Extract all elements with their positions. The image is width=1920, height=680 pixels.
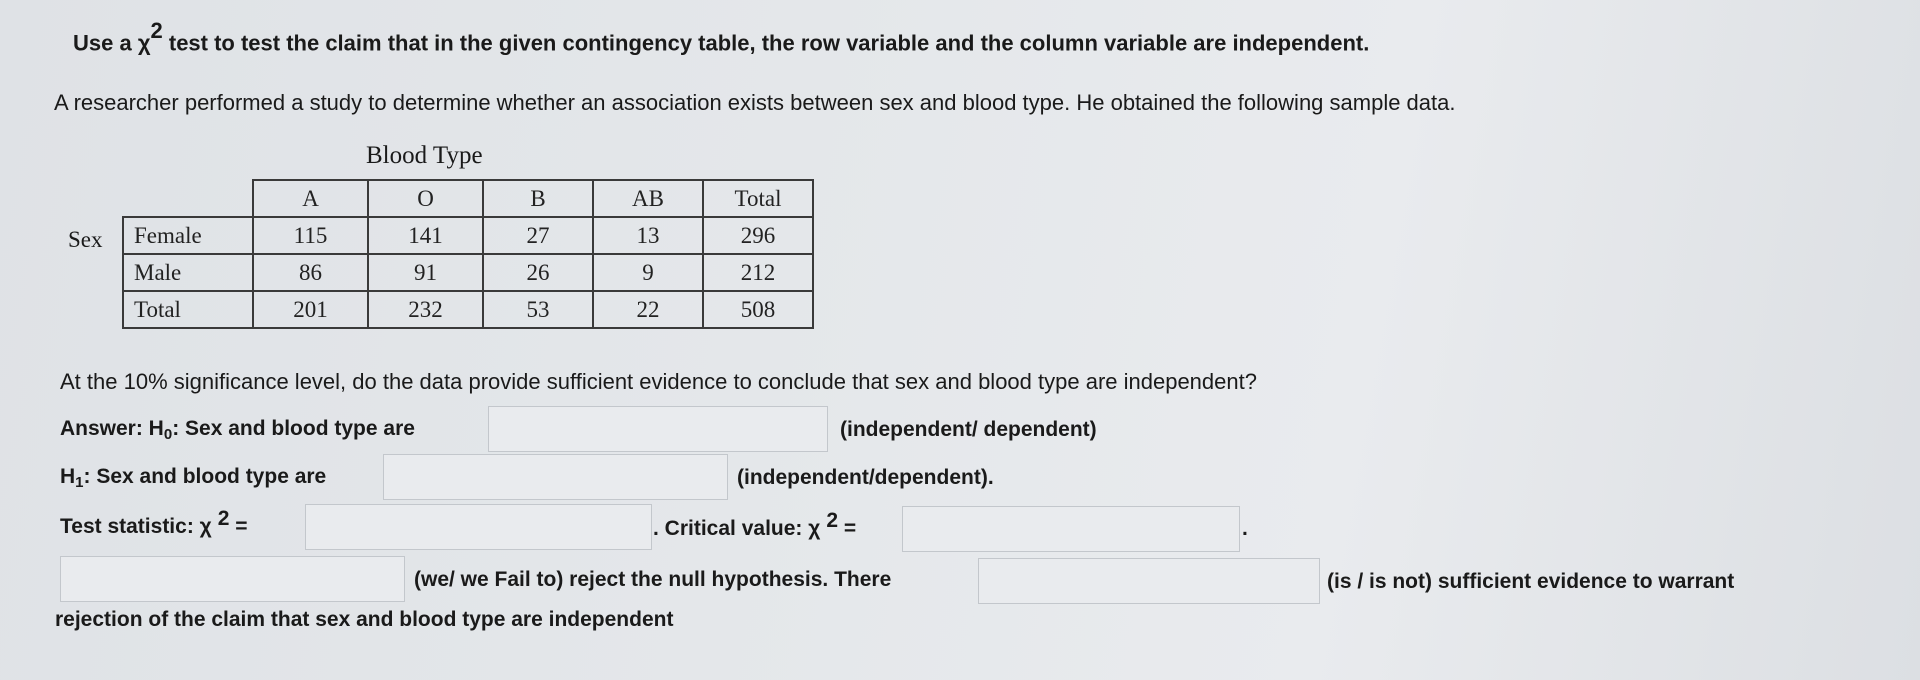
table-header-cell: AB (593, 180, 703, 217)
question-text: At the 10% significance level, do the data provide sufficient evidence to conclude that sex and blood type are independent? (60, 369, 1257, 394)
table-header-cell: B (483, 180, 593, 217)
table-cell: 9 (593, 254, 703, 291)
h0-text: : Sex and blood type are (172, 417, 415, 440)
h1-hint: (independent/dependent). (737, 466, 994, 489)
test-statistic-label (60, 507, 248, 539)
table-cell: 212 (703, 254, 813, 291)
row-label: Female (123, 217, 253, 254)
ts-superscript: 2 (217, 507, 230, 530)
table-header-cell: O (368, 180, 483, 217)
intro-text: A researcher performed a study to determine whether an association exists between sex and blood type. He obtained the following sample data. (54, 90, 1456, 115)
table-cell: 26 (483, 254, 593, 291)
row-label: Total (123, 291, 253, 328)
contingency-table (122, 179, 814, 329)
conclusion-text: rejection of the claim that sex and blood type are independent (55, 608, 674, 631)
blood-type-title: Blood Type (366, 142, 483, 169)
table-cell: 53 (483, 291, 593, 328)
table-row (123, 217, 813, 254)
table-cell: 27 (483, 217, 593, 254)
h0-prefix: Answer: H (60, 417, 164, 440)
instruction-part1: Use a (73, 30, 138, 56)
cv-dot: . (653, 517, 659, 540)
instruction-text (73, 18, 1370, 56)
table-cell: 91 (368, 254, 483, 291)
table-corner (123, 180, 253, 217)
critical-value-label (653, 509, 857, 541)
critical-value-field[interactable] (902, 506, 1240, 552)
table-cell: 508 (703, 291, 813, 328)
chi-symbol: χ (137, 30, 151, 56)
cv-superscript: 2 (826, 509, 839, 532)
h0-hint: (independent/ dependent) (840, 418, 1097, 441)
h1-text: : Sex and blood type are (83, 465, 327, 488)
decision-field[interactable] (60, 556, 405, 602)
table-cell: 86 (253, 254, 368, 291)
instruction-part2: test to test the claim that in the given contingency table, the row variable and the column variable are independent. (162, 30, 1370, 56)
chi-superscript: 2 (150, 18, 163, 43)
table-cell: 232 (368, 291, 483, 328)
table-cell: 115 (253, 217, 368, 254)
ts-equals: = (229, 515, 248, 538)
evidence-field[interactable] (978, 558, 1320, 604)
h1-prefix: H (60, 465, 76, 488)
table-cell: 201 (253, 291, 368, 328)
h1-subscript: 1 (75, 474, 84, 491)
h1-answer-field[interactable] (383, 454, 728, 500)
test-statistic-field[interactable] (305, 504, 652, 550)
table-header-cell: A (253, 180, 368, 217)
h0-answer-field[interactable] (488, 406, 828, 452)
cv-prefix: Critical value: χ (658, 517, 821, 540)
table-row (123, 254, 813, 291)
cv-end-period: . (1242, 517, 1248, 540)
h0-subscript: 0 (163, 426, 173, 443)
sex-label: Sex (68, 227, 103, 252)
table-cell: 296 (703, 217, 813, 254)
h1-label (60, 465, 326, 489)
table-row (123, 291, 813, 328)
evidence-text: (is / is not) sufficient evidence to warrant (1327, 570, 1735, 593)
table-cell: 141 (368, 217, 483, 254)
table-cell: 13 (593, 217, 703, 254)
cv-equals: = (838, 517, 857, 540)
row-label: Male (123, 254, 253, 291)
table-header-cell: Total (703, 180, 813, 217)
h0-label (60, 417, 415, 441)
table-cell: 22 (593, 291, 703, 328)
ts-prefix: Test statistic: χ (60, 515, 212, 538)
table-header-row (123, 180, 813, 217)
decision-text: (we/ we Fail to) reject the null hypothesis. There (414, 568, 892, 591)
